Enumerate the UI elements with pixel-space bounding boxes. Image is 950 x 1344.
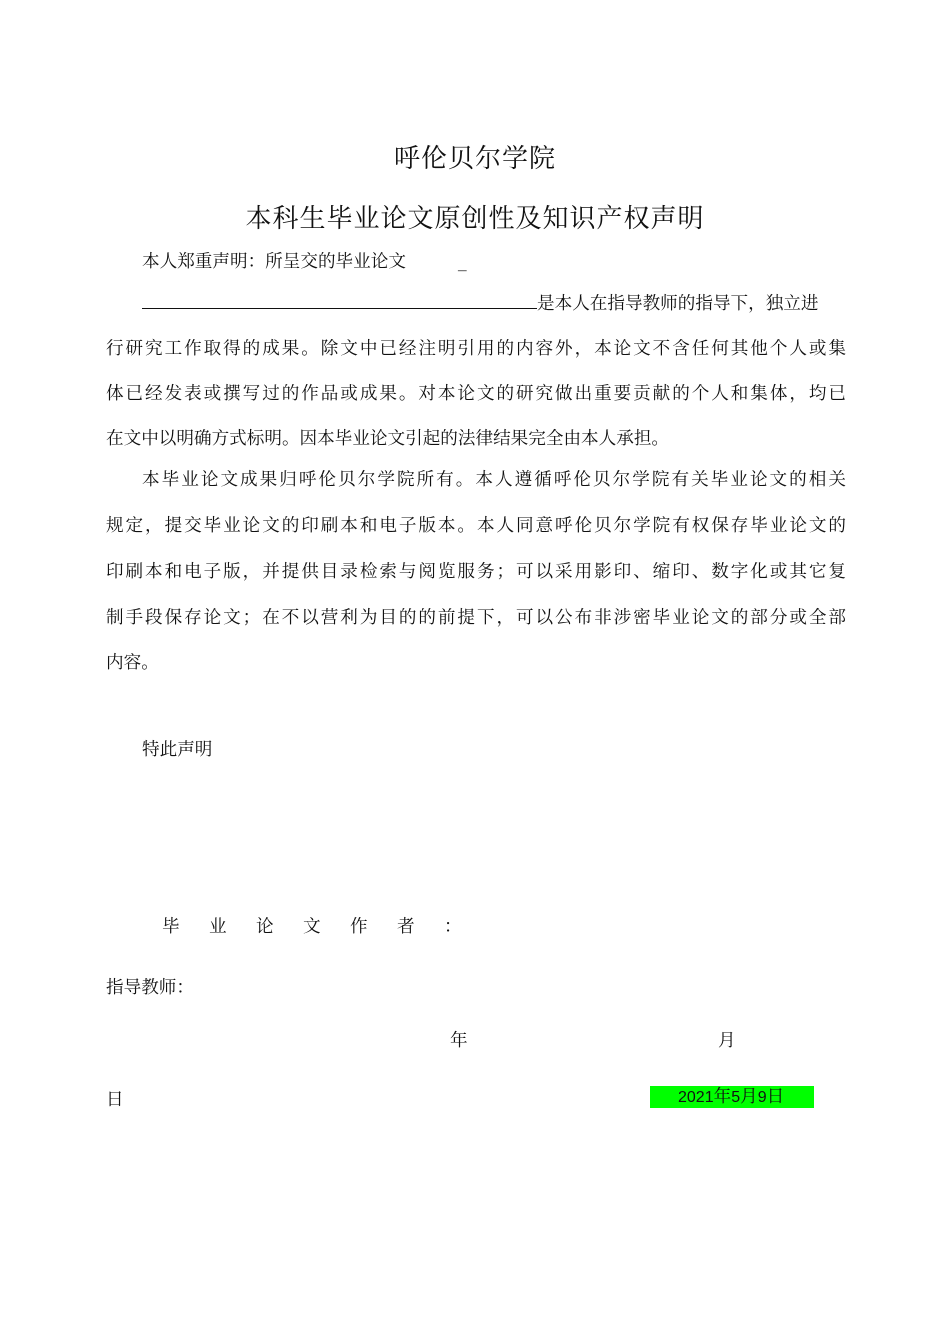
date-year-unit: 年 bbox=[713, 1087, 732, 1107]
year-label: 年 bbox=[450, 1031, 468, 1051]
declaration-intro: 本人郑重声明：所呈交的毕业论文 bbox=[142, 252, 406, 272]
author-char: 作 bbox=[350, 917, 368, 937]
advisor-signature-label: 指导教师： bbox=[106, 978, 194, 998]
date-day-unit: 日 bbox=[766, 1087, 785, 1107]
ownership-line-1: 本毕业论文成果归呼伦贝尔学院所有。本人遵循呼伦贝尔学院有关毕业论文的相关 bbox=[142, 470, 846, 490]
declaration-line-3: 行研究工作取得的成果。除文中已经注明引用的内容外，本论文不含任何其他个人或集 bbox=[106, 339, 846, 359]
author-char: 毕 bbox=[162, 917, 180, 937]
thesis-title-underline bbox=[142, 290, 537, 309]
author-char: ： bbox=[444, 917, 462, 937]
declaration-line-2-text: 是本人在指导教师的指导下，独立进 bbox=[537, 294, 819, 314]
school-name: 呼伦贝尔学院 bbox=[393, 144, 556, 174]
ownership-line-2: 规定，提交毕业论文的印刷本和电子版本。本人同意呼伦贝尔学院有权保存毕业论文的 bbox=[106, 516, 846, 536]
ownership-line-4: 制手段保存论文；在不以营利为目的的前提下，可以公布非涉密毕业论文的部分或全部 bbox=[106, 608, 846, 628]
date-year: 2021 bbox=[678, 1089, 714, 1106]
declaration-line-4: 体已经发表或撰写过的作品或成果。对本论文的研究做出重要贡献的个人和集体，均已 bbox=[106, 384, 846, 404]
date-month-unit: 月 bbox=[740, 1087, 758, 1107]
thesis-title-blank bbox=[406, 249, 458, 267]
declaration-line-2 bbox=[142, 290, 846, 316]
author-char: 文 bbox=[303, 917, 321, 937]
date-day: 9 bbox=[757, 1089, 767, 1106]
author-char: 业 bbox=[209, 917, 227, 937]
declaration-line-5: 在文中以明确方式标明。因本毕业论文引起的法律结果完全由本人承担。 bbox=[106, 429, 670, 449]
document-title: 本科生毕业论文原创性及知识产权声明 bbox=[245, 204, 705, 234]
day-label: 日 bbox=[106, 1090, 124, 1110]
declaration-underscore: _ bbox=[457, 252, 467, 272]
signing-date bbox=[650, 1086, 814, 1108]
closing-statement: 特此声明 bbox=[142, 740, 213, 760]
date-month: 5 bbox=[731, 1089, 741, 1106]
author-char: 论 bbox=[256, 917, 274, 937]
author-signature-label bbox=[162, 913, 491, 938]
ownership-line-3: 印刷本和电子版，并提供目录检索与阅览服务；可以采用影印、缩印、数字化或其它复 bbox=[106, 562, 846, 582]
month-label: 月 bbox=[718, 1031, 736, 1051]
ownership-line-5: 内容。 bbox=[106, 653, 159, 673]
declaration-line-1 bbox=[142, 249, 846, 274]
author-char: 者 bbox=[397, 917, 415, 937]
